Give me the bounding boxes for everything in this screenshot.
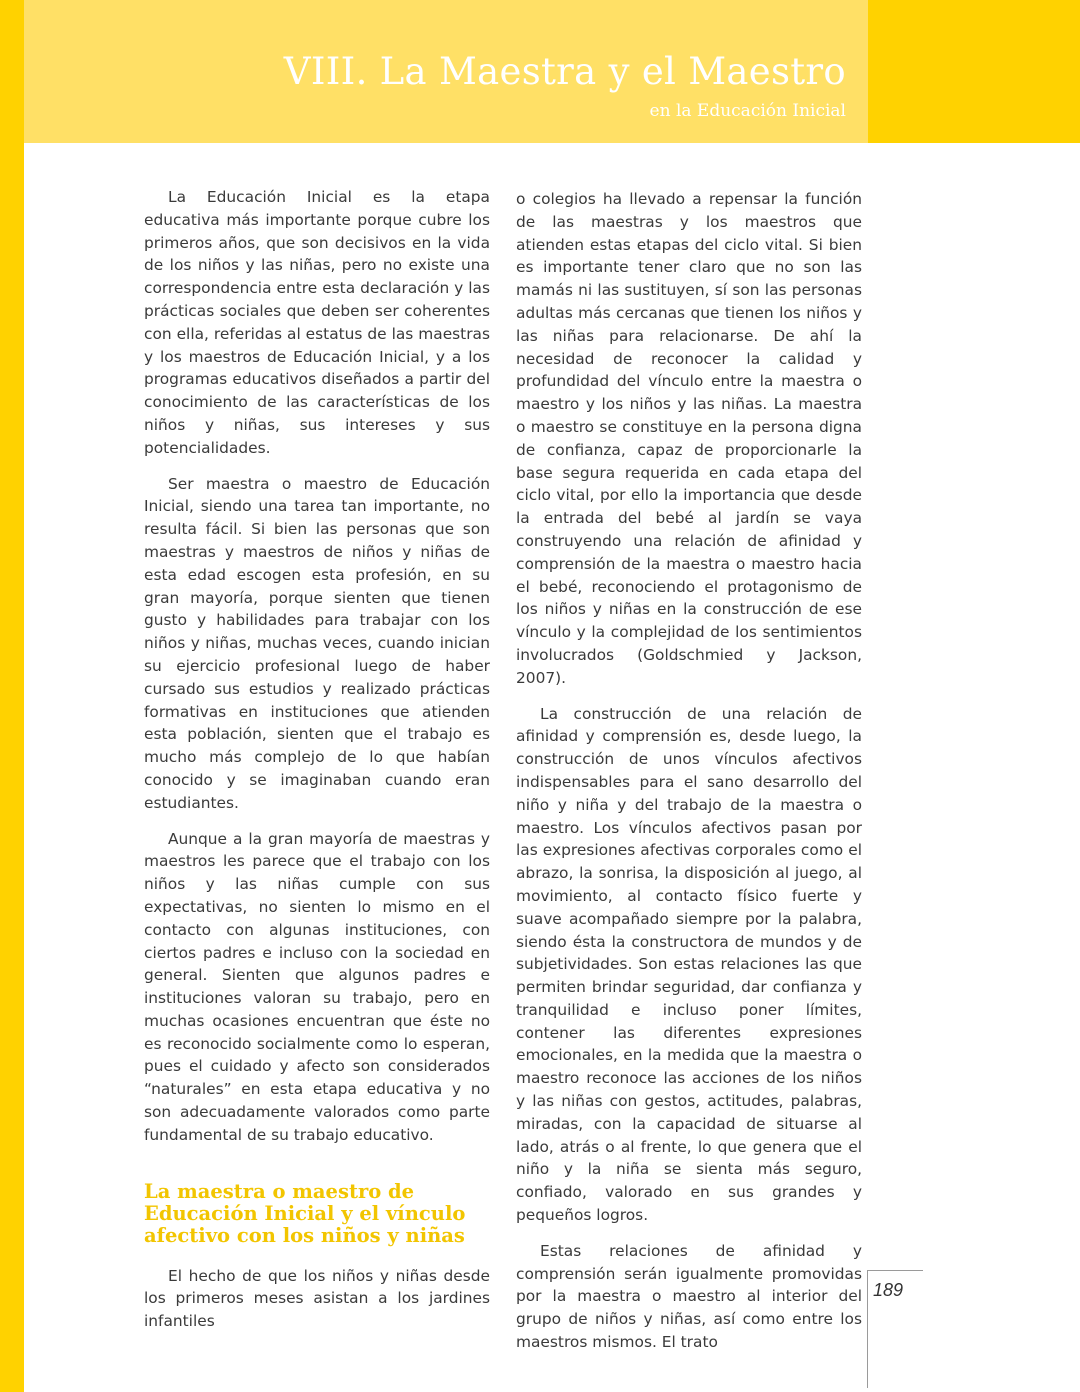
right-text-column [516,188,862,1367]
paragraph: La construcción de una relación de afinidad y comprensión es, desde luego, la construcción de unos vínculos afectivos indispensables para el sano desarrollo del niño y niña y del trabajo de la maestra o maestro. Los vínculos afectivos pasan por las expresiones afectivas corporales como el abrazo, la sonrisa, la disposición al juego, al movimiento, al contacto físico fuerte y suave acompañado siempre por la palabra, siendo ésta la constructora de mundos y de subjetividades. Son estas relaciones las que permiten brindar seguridad, dar confianza y tranquilidad e incluso poner límites, contener las diferentes expresiones emocionales, en la medida que la maestra o maestro reconoce las acciones de los niños y las niñas con gestos, actitudes, palabras, miradas, con la capacidad de situarse al lado, atrás o al frente, lo que genera que el niño y la niña se sienta más seguro, confiado, valorado en sus grandes y pequeños logros. [516,704,862,1225]
page-number-divider-vertical [867,1270,868,1388]
chapter-header [24,0,868,143]
paragraph: El hecho de que los niños y niñas desde los primeros meses asistan a los jardines infantiles [144,1266,490,1331]
paragraph: Ser maestra o maestro de Educación Inicial, siendo una tarea tan importante, no resulta fácil. Si bien las personas que son maestras y maestros de niños y niñas de esta edad escogen esta profesión, en su gran mayoría, porque sienten que tienen gusto y habilidades para trabajar con los niños y niñas, muchas veces, cuando inician su ejercicio profesional luego de haber cursado sus estudios y realizado prácticas formativas en instituciones que atienden esta población, sienten que el trabajo es mucho más complejo de lo que habían conocido y se imaginaban cuando eran estudiantes. [144,474,490,812]
section-heading: La maestra o maestro de Educación Inicial y el vínculo afectivo con los niños y niñas [144,1179,466,1247]
paragraph-continuation: o colegios ha llevado a repensar la función de las maestras y los maestros que atienden estas etapas del ciclo vital. Si bien es importante tener claro que no son las mamás ni las sustituyen, sí son las personas adultas más cercanas que tienen los niños y las niñas para relacionarse. De ahí la necesidad de reconocer la calidad y profundidad del vínculo entre la maestra o maestro y los niños y las niñas. La maestra o maestro se constituye en la persona digna de confianza, capaz de proporcionarle la base segura requerida en cada etapa del ciclo vital, por ello la importancia que desde la entrada del bebé al jardín se vaya construyendo una relación de afinidad y comprensión de la maestra o maestro hacia el bebé, reconociendo el protagonismo de los niños y niñas en la construcción de ese vínculo y la complejidad de los sentimientos involucrados (Goldschmied y Jackson, 2007). [516,190,862,687]
paragraph: La Educación Inicial es la etapa educativa más importante porque cubre los primeros años, que son decisivos en la vida de los niños y las niñas, pero no existe una correspondencia entre esta declaración y las prácticas sociales que deben ser coherentes con ella, referidas al estatus de las maestras y los maestros de Educación Inicial, y a los programas educativos diseñados a partir del conocimiento de las características de los niños y niñas, sus intereses y sus potencialidades. [144,188,490,457]
right-decorative-band [868,0,1080,143]
page-number: 189 [873,1280,904,1300]
chapter-title: VIII. La Maestra y el Maestro [283,50,846,93]
chapter-subtitle: en la Educación Inicial [649,101,846,121]
left-text-column [144,186,490,1346]
page-number-divider-horizontal [867,1270,923,1271]
paragraph: Aunque a la gran mayoría de maestras y maestros les parece que el trabajo con los niños y las niñas cumple con sus expectativas, no sienten lo mismo en el contacto con algunas instituciones, con ciertos padres e incluso con la sociedad en general. Sienten que algunos padres e instituciones valoran su trabajo, pero en muchas ocasiones encuentran que éste no es reconocido socialmente como lo esperan, pues el cuidado y afecto son considerados “naturales” en esta etapa educativa y no son adecuadamente valorados como parte fundamental de su trabajo educativo. [144,829,490,1144]
paragraph: Estas relaciones de afinidad y comprensión serán igualmente promovidas por la maestra o maestro al interior del grupo de niños y niñas, así como entre los maestros mismos. El trato [516,1241,862,1352]
left-decorative-band [0,0,24,1392]
